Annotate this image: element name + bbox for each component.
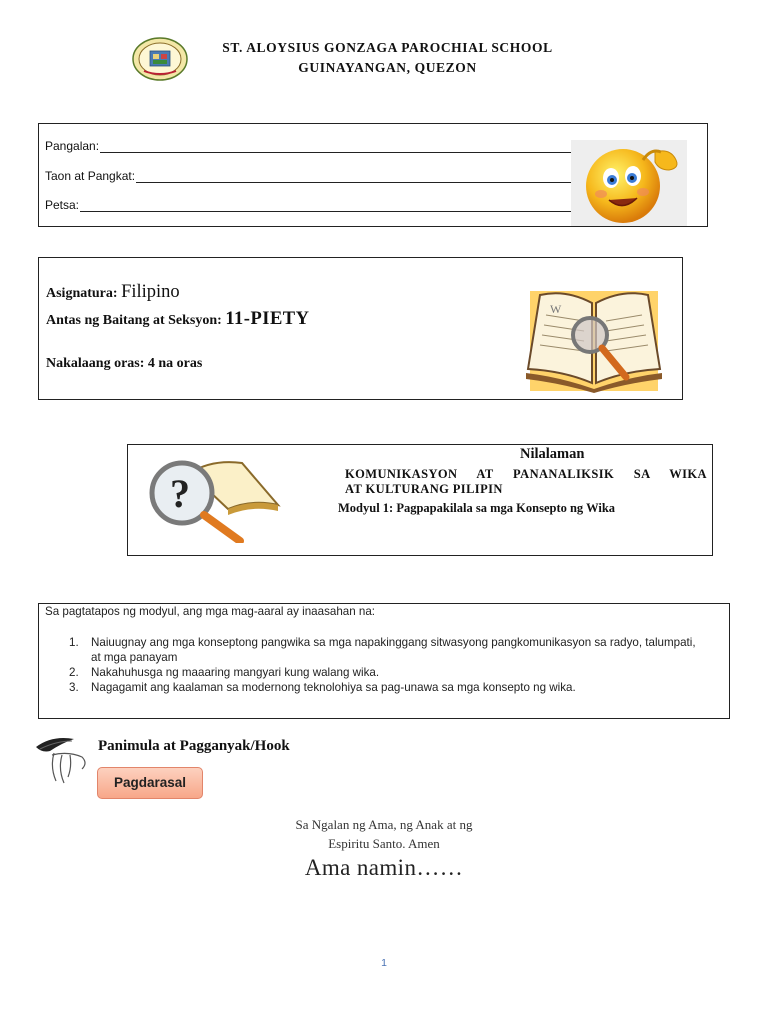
grade-line <box>46 309 310 330</box>
quill-hand-icon <box>32 733 102 789</box>
date-field[interactable] <box>45 198 573 212</box>
prayer-title: Ama namin…… <box>304 855 464 880</box>
objective-text: Nakahuhusga ng maaaring mangyari kung walang wika. <box>91 666 380 679</box>
subject-value: Filipino <box>121 282 180 302</box>
objective-text: Nagagamit ang kaalaman sa modernong teknolohiya sa pag-unawa sa mga konsepto ng wika. <box>91 681 576 694</box>
content-title: Nilalaman <box>520 446 585 462</box>
objective-text: Naiuugnay ang mga konseptong pangwika sa mga napakinggang sitwasyong pangkomunikasyon sa radyo, talumpati, at mga panayam <box>91 636 696 664</box>
objective-number: 1. <box>69 636 79 649</box>
name-field[interactable] <box>45 139 573 153</box>
objective-item <box>69 665 699 680</box>
date-line[interactable] <box>80 200 573 212</box>
year-section-field[interactable] <box>45 169 573 183</box>
course-title-line1: KOMUNIKASYON AT PANANALIKSIK SA WIKA <box>345 467 707 481</box>
svg-text:W: W <box>550 302 562 316</box>
svg-text:?: ? <box>170 471 190 516</box>
subject-line <box>46 282 180 303</box>
grade-label: Antas ng Baitang at Seksyon: <box>46 313 222 328</box>
prayer-line-2: Espiritu Santo. Amen <box>328 836 440 851</box>
open-book-magnifier-icon <box>520 285 668 393</box>
date-label: Petsa: <box>45 198 80 212</box>
school-header <box>190 38 585 78</box>
time-allotted: Nakalaang oras: 4 na oras <box>46 356 203 371</box>
thinking-emoji-icon <box>571 140 687 226</box>
question-book-magnifier-icon <box>142 453 282 543</box>
subject-box <box>38 257 683 400</box>
objective-item <box>69 680 699 695</box>
name-line[interactable] <box>100 141 573 153</box>
school-name: ST. ALOYSIUS GONZAGA PAROCHIAL SCHOOL <box>222 40 553 55</box>
module-title: Modyul 1: Pagpapakilala sa mga Konsepto ng Wika <box>338 501 616 515</box>
content-box <box>127 444 713 556</box>
school-location: GUINAYANGAN, QUEZON <box>298 60 477 75</box>
page-number: 1 <box>381 957 387 969</box>
objectives-intro: Sa pagtatapos ng modyul, ang mga mag-aaral ay inaasahan na: <box>45 605 375 618</box>
student-info-box <box>38 123 708 227</box>
prayer-line-1: Sa Ngalan ng Ama, ng Anak at ng <box>295 817 473 832</box>
objective-number: 3. <box>69 681 79 694</box>
subject-label: Asignatura: <box>46 286 118 301</box>
prayer-button[interactable]: Pagdarasal <box>97 767 203 799</box>
name-label: Pangalan: <box>45 139 100 153</box>
objectives-box <box>38 603 730 719</box>
year-section-label: Taon at Pangkat: <box>45 169 136 183</box>
grade-value: 11-PIETY <box>225 309 310 329</box>
objective-item <box>69 635 699 665</box>
course-title-line2: AT KULTURANG PILIPIN <box>345 482 503 496</box>
year-section-line[interactable] <box>136 171 573 183</box>
objectives-list <box>69 635 699 695</box>
intro-section-title: Panimula at Pagganyak/Hook <box>98 738 290 754</box>
objective-number: 2. <box>69 666 79 679</box>
school-seal-icon <box>132 37 188 81</box>
